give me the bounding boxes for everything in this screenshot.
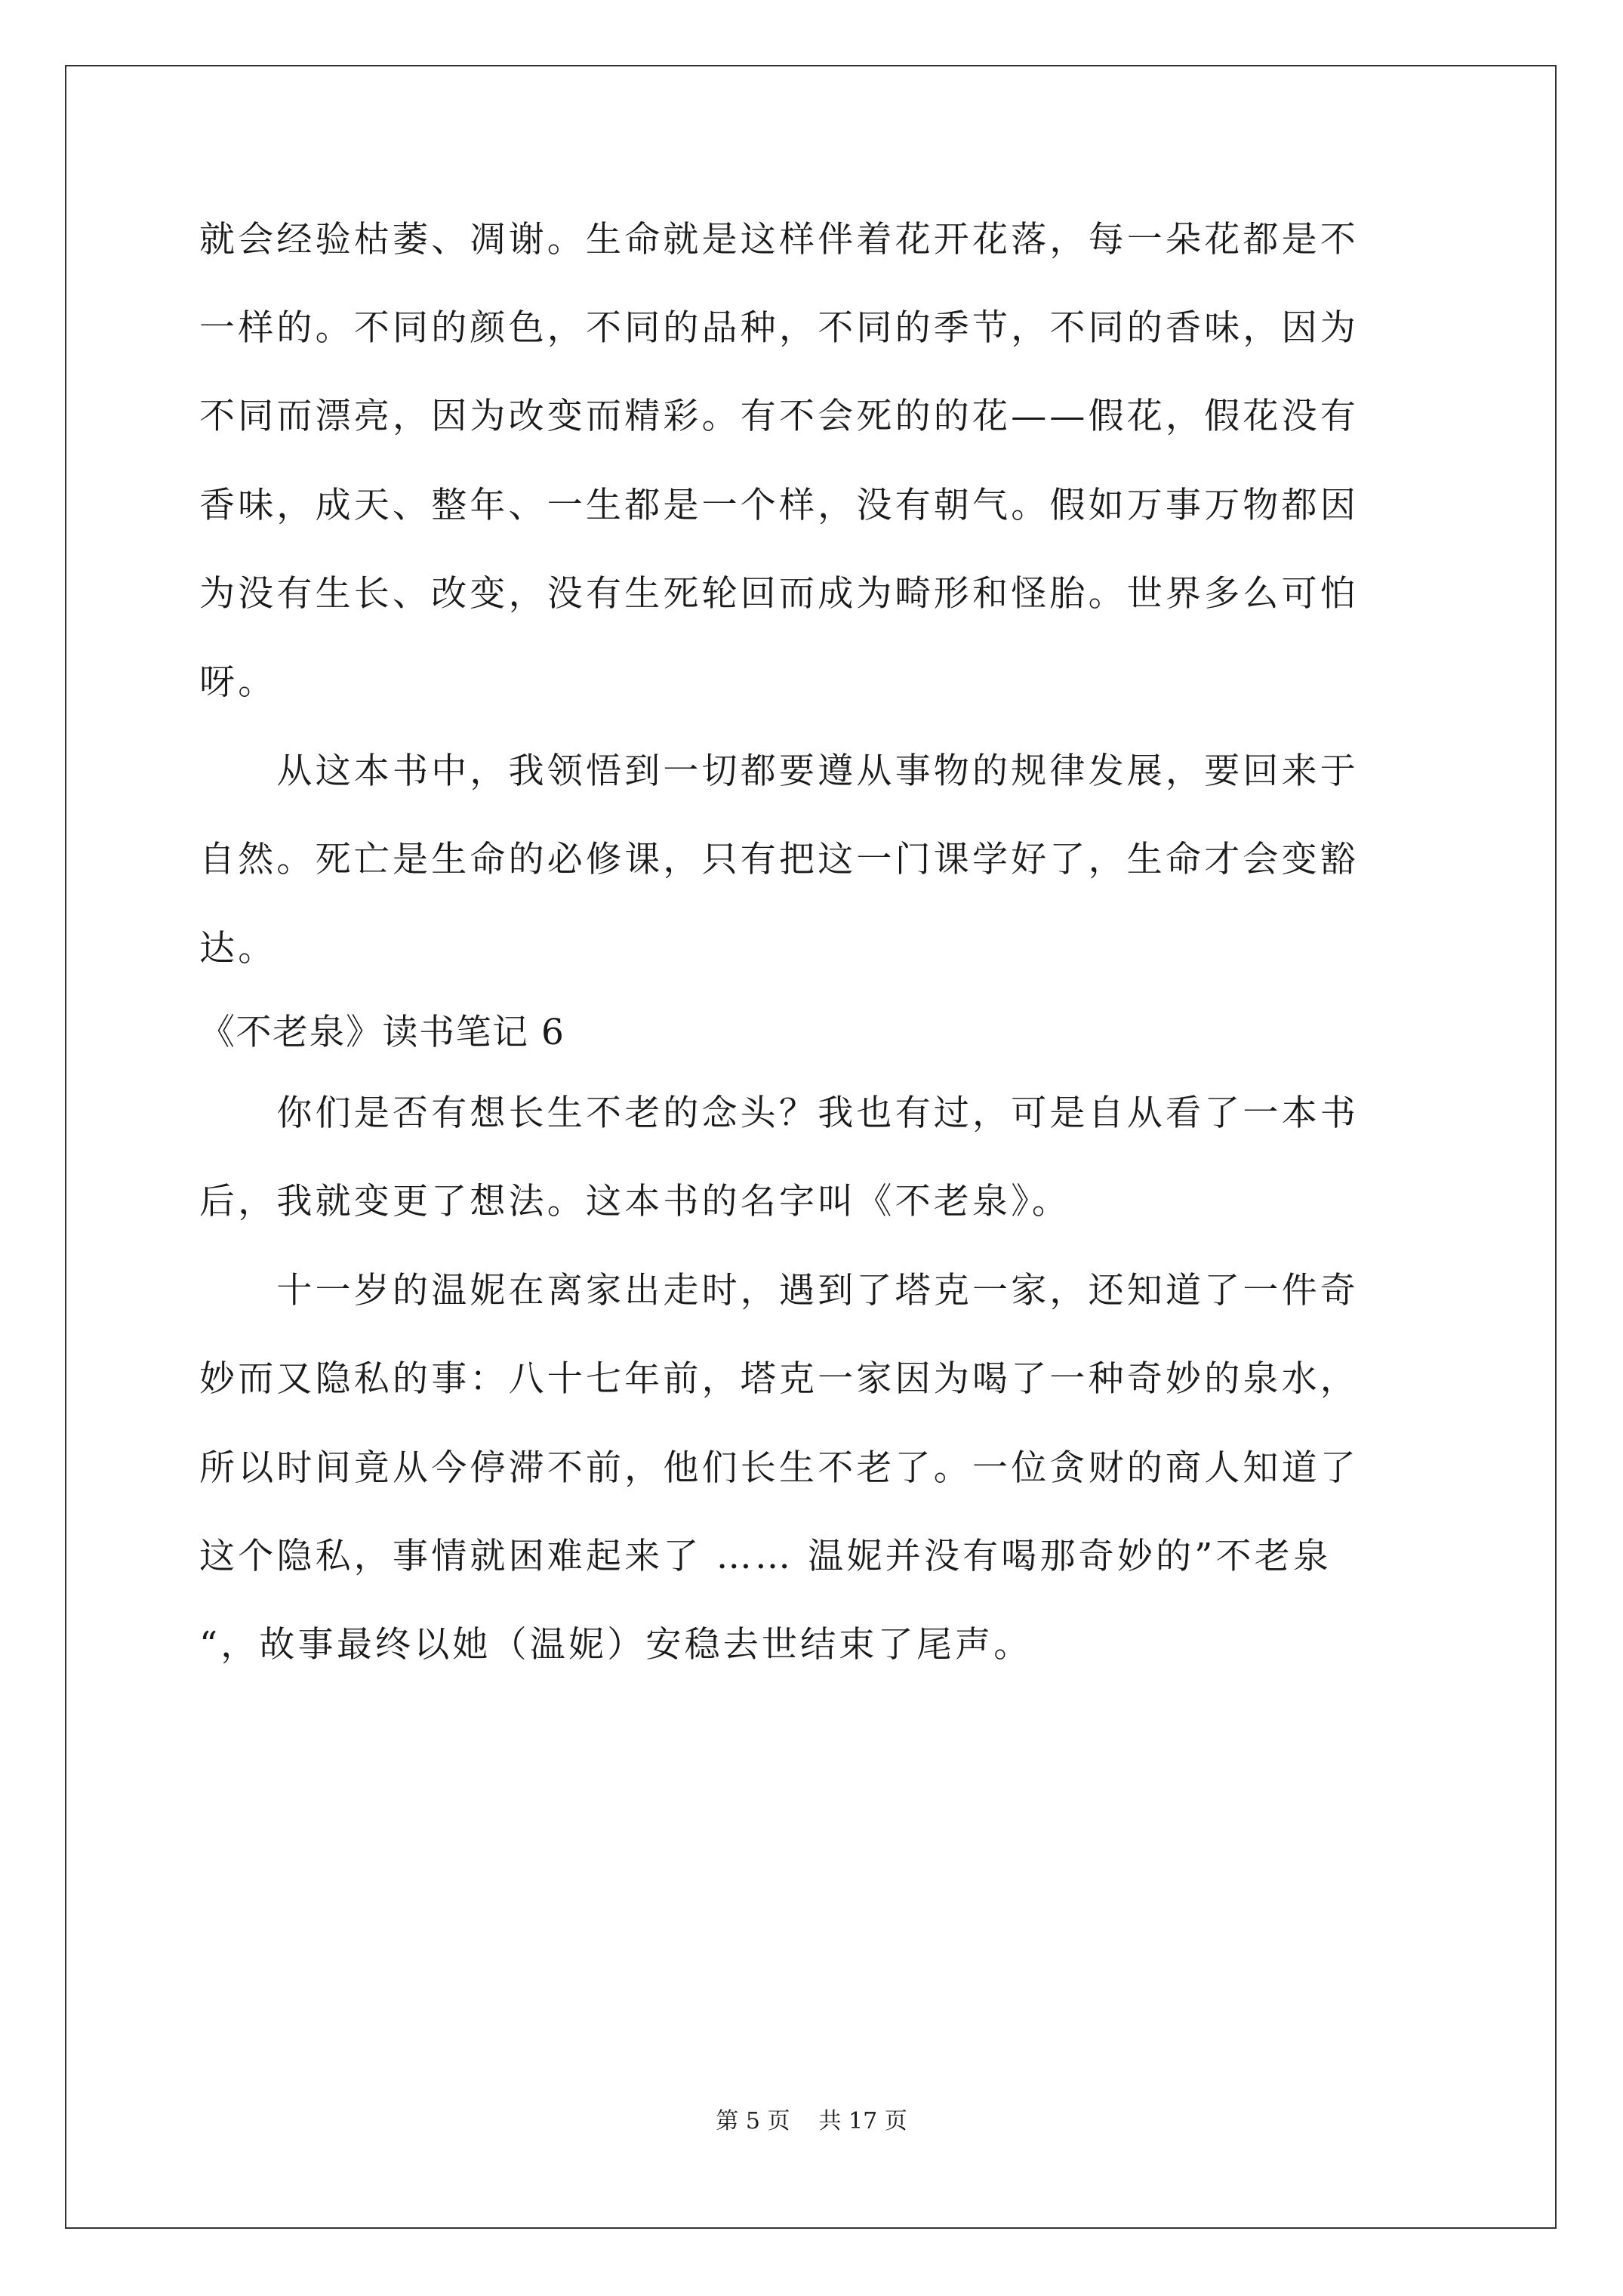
section-heading: 《不老泉》读书笔记 6 xyxy=(199,1012,565,1053)
paragraph-line: 不同而漂亮，因为改变而精彩。有不会死的的花——假花，假花没有 xyxy=(199,396,1359,437)
paragraph-line: 香味，成天、整年、一生都是一个样，没有朝气。假如万事万物都因 xyxy=(199,485,1359,526)
paragraph-line: 妙而又隐私的事：八十七年前，塔克一家因为喝了一种奇妙的泉水， xyxy=(199,1358,1359,1400)
paragraph-line: 这个隐私，事情就困难起来了 …… 温妮并没有喝那奇妙的”不老泉 xyxy=(199,1536,1332,1577)
paragraph-line: 从这本书中，我领悟到一切都要遵从事物的规律发展，要回来于 xyxy=(199,750,1359,792)
page-footer xyxy=(0,2108,1623,2135)
paragraph-line: “，故事最终以她（温妮）安稳去世结束了尾声。 xyxy=(199,1624,1033,1666)
paragraph-line: 呀。 xyxy=(199,661,277,703)
paragraph-line: 所以时间竟从今停滞不前，他们长生不老了。一位贪财的商人知道了 xyxy=(199,1447,1359,1489)
paragraph-line: 就会经验枯萎、凋谢。生命就是这样伴着花开花落，每一朵花都是不 xyxy=(199,219,1359,260)
paragraph-line: 为没有生长、改变，没有生死轮回而成为畸形和怪胎。世界多么可怕 xyxy=(199,573,1359,615)
page-total: 共 17 页 xyxy=(818,2108,907,2134)
page-border xyxy=(65,65,1557,2229)
paragraph-line: 你们是否有想长生不老的念头？我也有过，可是自从看了一本书 xyxy=(199,1093,1359,1134)
page-number: 第 5 页 xyxy=(716,2108,790,2134)
paragraph-line: 达。 xyxy=(199,928,277,969)
paragraph-line: 十一岁的温妮在离家出走时，遇到了塔克一家，还知道了一件奇 xyxy=(199,1270,1359,1311)
paragraph-line: 自然。死亡是生命的必修课，只有把这一门课学好了，生命才会变豁 xyxy=(199,839,1359,880)
paragraph-line: 后，我就变更了想法。这本书的名字叫《不老泉》。 xyxy=(199,1181,1071,1222)
paragraph-line: 一样的。不同的颜色，不同的品种，不同的季节，不同的香味，因为 xyxy=(199,307,1359,349)
